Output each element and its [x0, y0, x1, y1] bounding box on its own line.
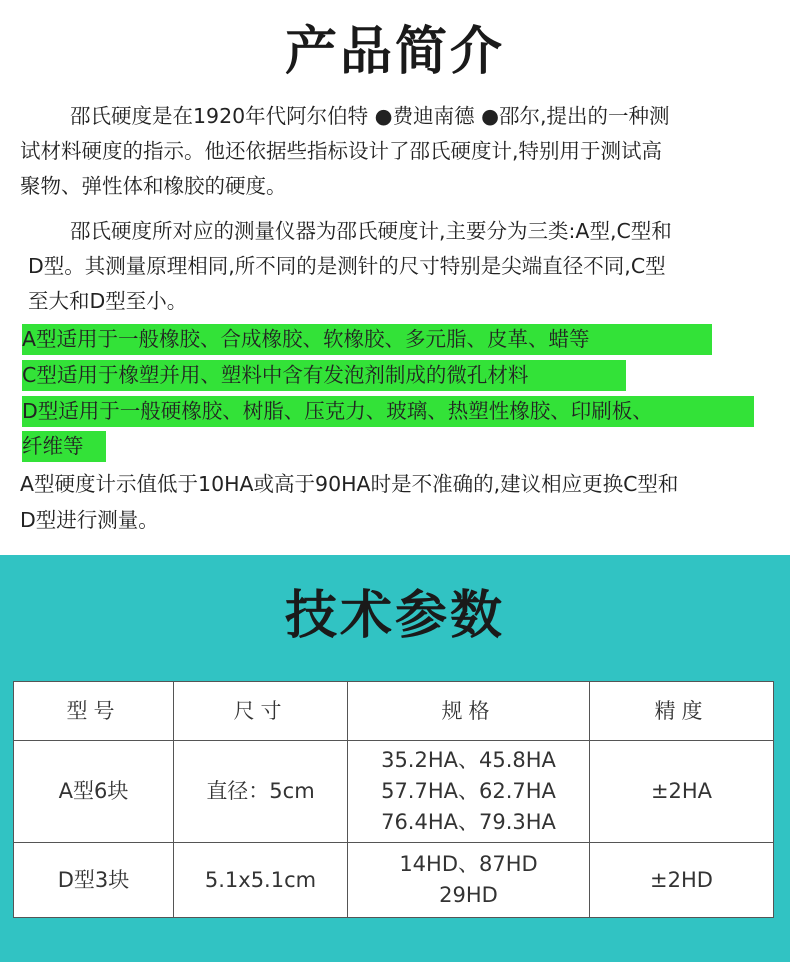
highlight-type-d: D型适用于一般硬橡胶、树脂、压克力、玻璃、热塑性橡胶、印刷板、 [22, 396, 754, 427]
cell-model: A型6块 [14, 741, 174, 843]
spec-line: 76.4HA、79.3HA [381, 810, 556, 834]
text-line: 邵氏硬度是在1920年代阿尔伯特 ●费迪南德 ●邵尔,提出的一种测 [70, 104, 670, 128]
highlight-type-c: C型适用于橡塑并用、塑料中含有发泡剂制成的微孔材料 [22, 360, 626, 391]
spec-line: 14HD、87HD [399, 852, 538, 876]
header-model: 型号 [14, 682, 174, 741]
spec-line: 57.7HA、62.7HA [381, 779, 556, 803]
specs-table [13, 681, 774, 918]
cell-spec [348, 843, 590, 918]
table-row [14, 741, 774, 843]
cell-spec [348, 741, 590, 843]
highlight-type-a: A型适用于一般橡胶、合成橡胶、软橡胶、多元脂、皮革、蜡等 [22, 324, 712, 355]
intro-paragraph-1 [20, 99, 775, 204]
text-line: 试材料硬度的指示。他还依据些指标设计了邵氏硬度计,特别用于测试高 [20, 139, 663, 163]
intro-title: 产品简介 [284, 22, 505, 82]
cell-model: D型3块 [14, 843, 174, 918]
table-row [14, 843, 774, 918]
header-precision: 精度 [590, 682, 774, 741]
highlight-type-d-cont: 纤维等 [22, 431, 106, 462]
cell-precision: ±2HA [590, 741, 774, 843]
text-line: D型。其测量原理相同,所不同的是测针的尺寸特别是尖端直径不同,C型 [28, 254, 666, 278]
spec-line: 35.2HA、45.8HA [381, 748, 556, 772]
tech-specs-section [0, 555, 790, 962]
text-line: 至大和D型至小。 [28, 289, 188, 313]
intro-paragraph-2 [20, 214, 775, 319]
text-line: A型硬度计示值低于10HA或高于90HA时是不准确的,建议相应更换C型和 [20, 472, 679, 496]
specs-title: 技术参数 [284, 586, 505, 646]
cell-precision: ±2HD [590, 843, 774, 918]
cell-size: 直径：5cm [174, 741, 348, 843]
text-line: D型进行测量。 [20, 508, 159, 532]
cell-size: 5.1x5.1cm [174, 843, 348, 918]
text-line: 邵氏硬度所对应的测量仪器为邵氏硬度计,主要分为三类:A型,C型和 [70, 219, 672, 243]
spec-line: 29HD [439, 883, 498, 907]
header-size: 尺寸 [174, 682, 348, 741]
header-spec: 规格 [348, 682, 590, 741]
intro-paragraph-3 [20, 466, 785, 538]
text-line: 聚物、弹性体和橡胶的硬度。 [20, 174, 287, 198]
table-header-row [14, 682, 774, 741]
